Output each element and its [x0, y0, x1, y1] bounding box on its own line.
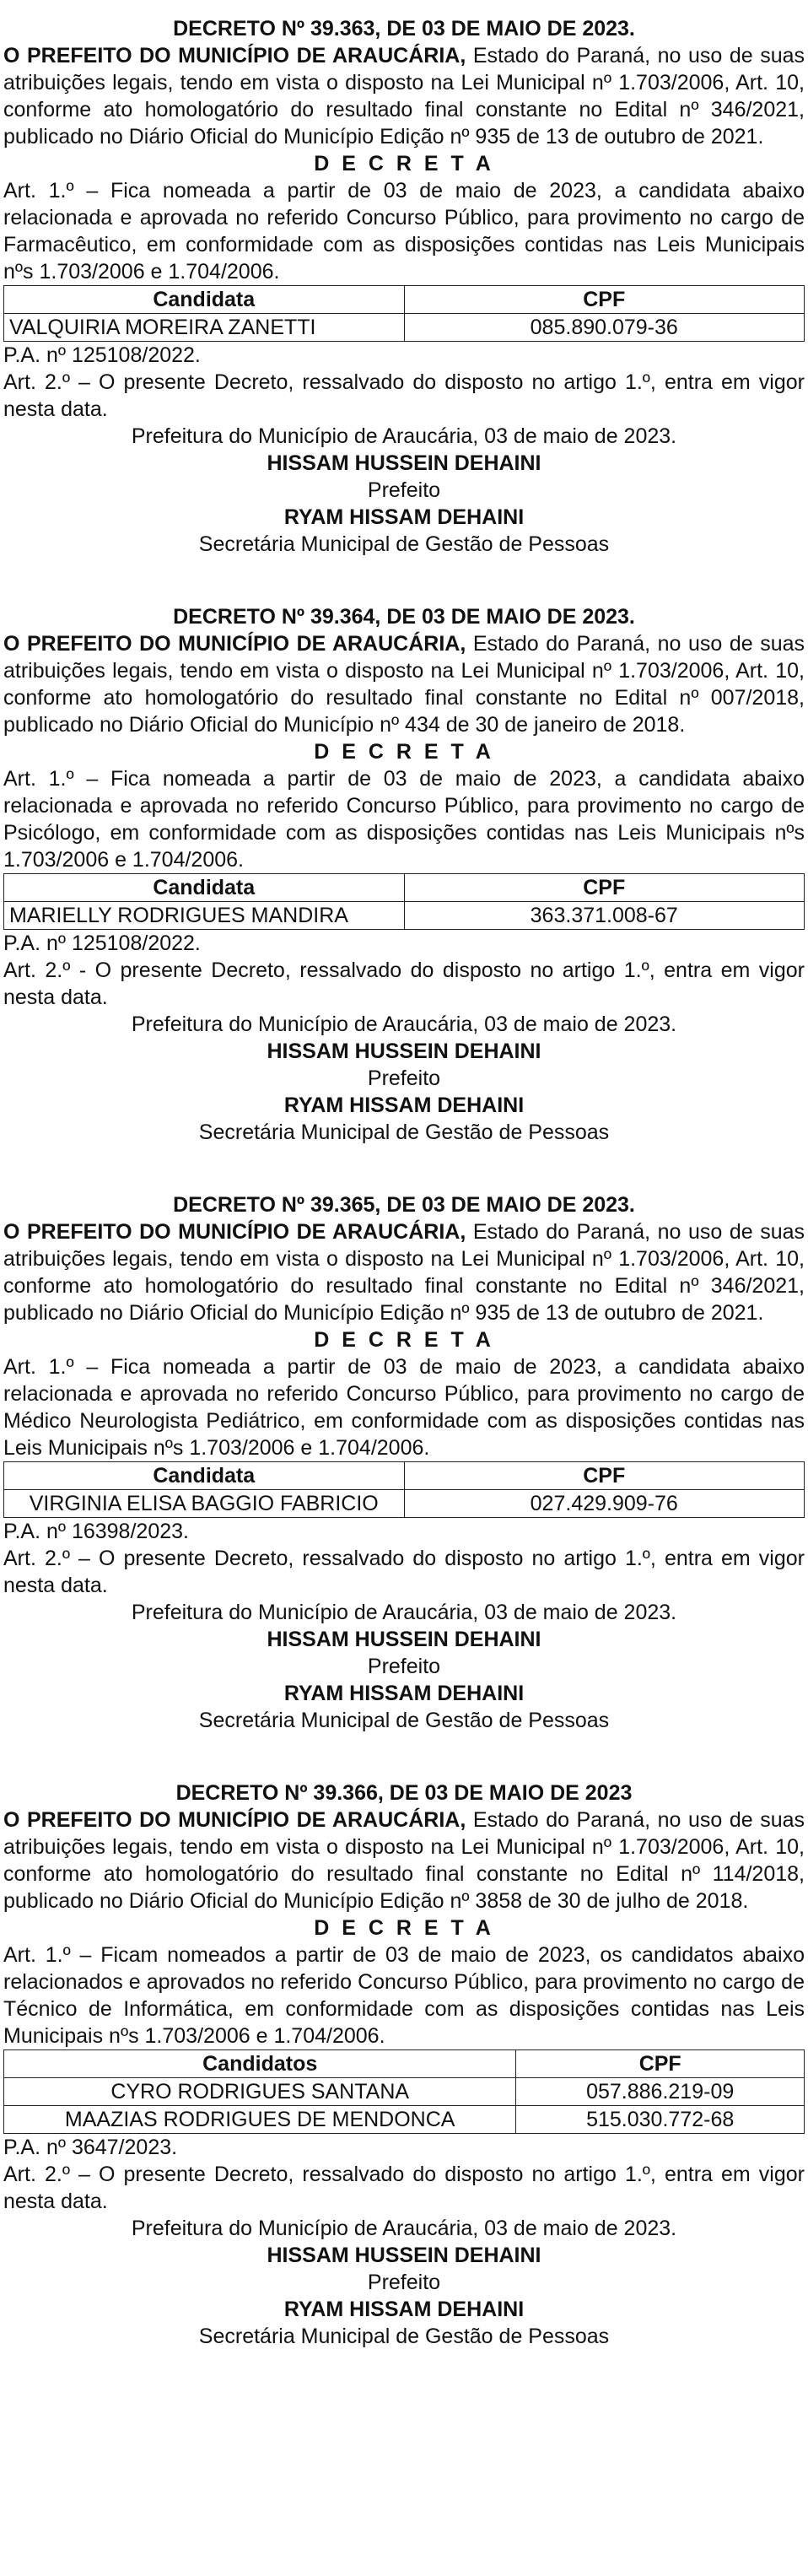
article-1: Art. 1.º – Ficam nomeados a partir de 03 de maio de 2023, os candidatos abaixo relacionados e aprovados no referido Concurso Público, para provimento no cargo de Técnico de Informática, em conformidade com as disposições contidas nas Leis Municipais nºs 1.703/2006 e 1.704/2006.	[3, 1943, 805, 2048]
place-date: Prefeitura do Município de Araucária, 03 de maio de 2023.	[131, 424, 677, 448]
process-number: P.A. nº 3647/2023.	[3, 2136, 178, 2159]
decree-39365	[3, 1191, 805, 1734]
signer-mayor-role: Prefeito	[367, 478, 441, 502]
preamble-text: Estado do Paraná, no uso de suas atribuições legais, tendo em vista o disposto na Lei Municipal nº 1.703/2006, Art. 10, conforme ato homologatório do resultado final constante no Edital nº 007/2018, publicado no Diário Oficial do Município nº 434 de 30 de janeiro de 2018.	[3, 632, 805, 737]
signer-mayor-role: Prefeito	[367, 2271, 441, 2294]
decreta-heading: D E C R E T A	[314, 1916, 494, 1940]
signer-secretary-role: Secretária Municipal de Gestão de Pessoas	[198, 2325, 610, 2348]
signer-mayor-name: HISSAM HUSSEIN DEHAINI	[267, 2244, 541, 2267]
candidate-name: MAAZIAS RODRIGUES DE MENDONCA	[4, 2106, 516, 2134]
signer-secretary-name: RYAM HISSAM DEHAINI	[283, 1682, 525, 1705]
candidate-cpf: 363.371.008-67	[404, 902, 805, 930]
signer-mayor-role: Prefeito	[367, 1067, 441, 1090]
candidates-table	[3, 1461, 805, 1518]
table-row	[4, 314, 805, 342]
process-number: P.A. nº 125108/2022.	[3, 932, 201, 955]
preamble-text: Estado do Paraná, no uso de suas atribuições legais, tendo em vista o disposto na Lei Municipal nº 1.703/2006, Art. 10, conforme ato homologatório do resultado final constante no Edital nº 114/2018, publicado no Diário Oficial do Município Edição nº 3858 de 30 de julho de 2018.	[3, 1808, 805, 1913]
signer-secretary-role: Secretária Municipal de Gestão de Pessoas	[198, 1121, 610, 1144]
signer-secretary-role: Secretária Municipal de Gestão de Pessoas	[198, 532, 610, 556]
decreta-heading: D E C R E T A	[314, 1328, 494, 1352]
candidate-cpf: 027.429.909-76	[404, 1490, 805, 1518]
table-header-row	[4, 874, 805, 902]
candidates-table	[3, 285, 805, 342]
candidates-table	[3, 873, 805, 930]
article-1: Art. 1.º – Fica nomeada a partir de 03 de maio de 2023, a candidata abaixo relacionada e aprovada no referido Concurso Público, para provimento no cargo de Psicólogo, em conformidade com as disposições contidas nas Leis Municipais nºs 1.703/2006 e 1.704/2006.	[3, 767, 805, 872]
decree-title: DECRETO Nº 39.366, DE 03 DE MAIO DE 2023	[175, 1781, 633, 1805]
decree-preamble	[3, 1218, 805, 1326]
candidate-name: CYRO RODRIGUES SANTANA	[4, 2078, 516, 2106]
table-row	[4, 2078, 805, 2106]
article-1: Art. 1.º – Fica nomeada a partir de 03 de maio de 2023, a candidata abaixo relacionada e aprovada no referido Concurso Público, para provimento no cargo de Farmacêutico, em conformidade com as disposições contidas nas Leis Municipais nºs 1.703/2006 e 1.704/2006.	[3, 179, 805, 284]
decree-authority: O PREFEITO DO MUNICÍPIO DE ARAUCÁRIA,	[3, 1808, 466, 1832]
decree-preamble	[3, 1806, 805, 1914]
decree-authority: O PREFEITO DO MUNICÍPIO DE ARAUCÁRIA,	[3, 1220, 466, 1244]
candidate-cpf: 515.030.772-68	[516, 2106, 805, 2134]
article-2: Art. 2.º – O presente Decreto, ressalvado do disposto no artigo 1.º, entra em vigor nesta data.	[3, 1547, 805, 1597]
candidate-name: MARIELLY RODRIGUES MANDIRA	[4, 902, 405, 930]
decree-title: DECRETO Nº 39.363, DE 03 DE MAIO DE 2023.	[173, 17, 635, 41]
signer-mayor-name: HISSAM HUSSEIN DEHAINI	[267, 1628, 541, 1651]
header-cpf: CPF	[404, 1462, 805, 1490]
table-header-row	[4, 1462, 805, 1490]
header-cpf: CPF	[404, 874, 805, 902]
header-cpf: CPF	[404, 286, 805, 314]
table-row	[4, 1490, 805, 1518]
place-date: Prefeitura do Município de Araucária, 03 de maio de 2023.	[131, 1601, 677, 1624]
article-2: Art. 2.º – O presente Decreto, ressalvado do disposto no artigo 1.º, entra em vigor nesta data.	[3, 370, 805, 421]
table-row	[4, 2106, 805, 2134]
decree-39364	[3, 603, 805, 1146]
decreta-heading: D E C R E T A	[314, 740, 494, 764]
decree-preamble	[3, 42, 805, 150]
preamble-text: Estado do Paraná, no uso de suas atribuições legais, tendo em vista o disposto na Lei Municipal nº 1.703/2006, Art. 10, conforme ato homologatório do resultado final constante no Edital nº 346/2021, publicado no Diário Oficial do Município Edição nº 935 de 13 de outubro de 2021.	[3, 44, 805, 149]
decree-title: DECRETO Nº 39.364, DE 03 DE MAIO DE 2023.	[173, 605, 635, 629]
candidates-table	[3, 2049, 805, 2134]
table-header-row	[4, 286, 805, 314]
place-date: Prefeitura do Município de Araucária, 03 de maio de 2023.	[131, 1013, 677, 1036]
header-candidate: Candidata	[4, 1462, 405, 1490]
decree-authority: O PREFEITO DO MUNICÍPIO DE ARAUCÁRIA,	[3, 632, 466, 656]
decree-39363	[3, 15, 805, 558]
article-1: Art. 1.º – Fica nomeada a partir de 03 de maio de 2023, a candidata abaixo relacionada e aprovada no referido Concurso Público, para provimento no cargo de Médico Neurologista Pediátrico, em conformidade com as disposições contidas nas Leis Municipais nºs 1.703/2006 e 1.704/2006.	[3, 1355, 805, 1460]
candidate-cpf: 085.890.079-36	[404, 314, 805, 342]
table-header-row	[4, 2050, 805, 2078]
article-2: Art. 2.º - O presente Decreto, ressalvado do disposto no artigo 1.º, entra em vigor nesta data.	[3, 959, 805, 1009]
signer-secretary-name: RYAM HISSAM DEHAINI	[283, 1094, 525, 1117]
signer-mayor-name: HISSAM HUSSEIN DEHAINI	[267, 451, 541, 475]
decreta-heading: D E C R E T A	[314, 152, 494, 176]
signer-secretary-role: Secretária Municipal de Gestão de Pessoas	[198, 1709, 610, 1732]
preamble-text: Estado do Paraná, no uso de suas atribuições legais, tendo em vista o disposto na Lei Municipal nº 1.703/2006, Art. 10, conforme ato homologatório do resultado final constante no Edital nº 346/2021, publicado no Diário Oficial do Município Edição nº 935 de 13 de outubro de 2021.	[3, 1220, 805, 1325]
header-candidate: Candidatos	[4, 2050, 516, 2078]
candidate-name: VALQUIRIA MOREIRA ZANETTI	[4, 314, 405, 342]
table-row	[4, 902, 805, 930]
article-2: Art. 2.º – O presente Decreto, ressalvado do disposto no artigo 1.º, entra em vigor nesta data.	[3, 2163, 805, 2213]
place-date: Prefeitura do Município de Araucária, 03 de maio de 2023.	[131, 2217, 677, 2240]
header-candidate: Candidata	[4, 874, 405, 902]
signer-mayor-role: Prefeito	[367, 1655, 441, 1678]
candidate-cpf: 057.886.219-09	[516, 2078, 805, 2106]
header-candidate: Candidata	[4, 286, 405, 314]
decree-preamble	[3, 630, 805, 738]
candidate-name: VIRGINIA ELISA BAGGIO FABRICIO	[4, 1490, 405, 1518]
process-number: P.A. nº 125108/2022.	[3, 343, 201, 367]
decree-39366	[3, 1779, 805, 2350]
decree-authority: O PREFEITO DO MUNICÍPIO DE ARAUCÁRIA,	[3, 44, 466, 68]
signer-mayor-name: HISSAM HUSSEIN DEHAINI	[267, 1040, 541, 1063]
signer-secretary-name: RYAM HISSAM DEHAINI	[283, 2298, 525, 2321]
header-cpf: CPF	[516, 2050, 805, 2078]
signer-secretary-name: RYAM HISSAM DEHAINI	[283, 505, 525, 529]
decree-title: DECRETO Nº 39.365, DE 03 DE MAIO DE 2023.	[173, 1193, 635, 1217]
process-number: P.A. nº 16398/2023.	[3, 1520, 189, 1543]
